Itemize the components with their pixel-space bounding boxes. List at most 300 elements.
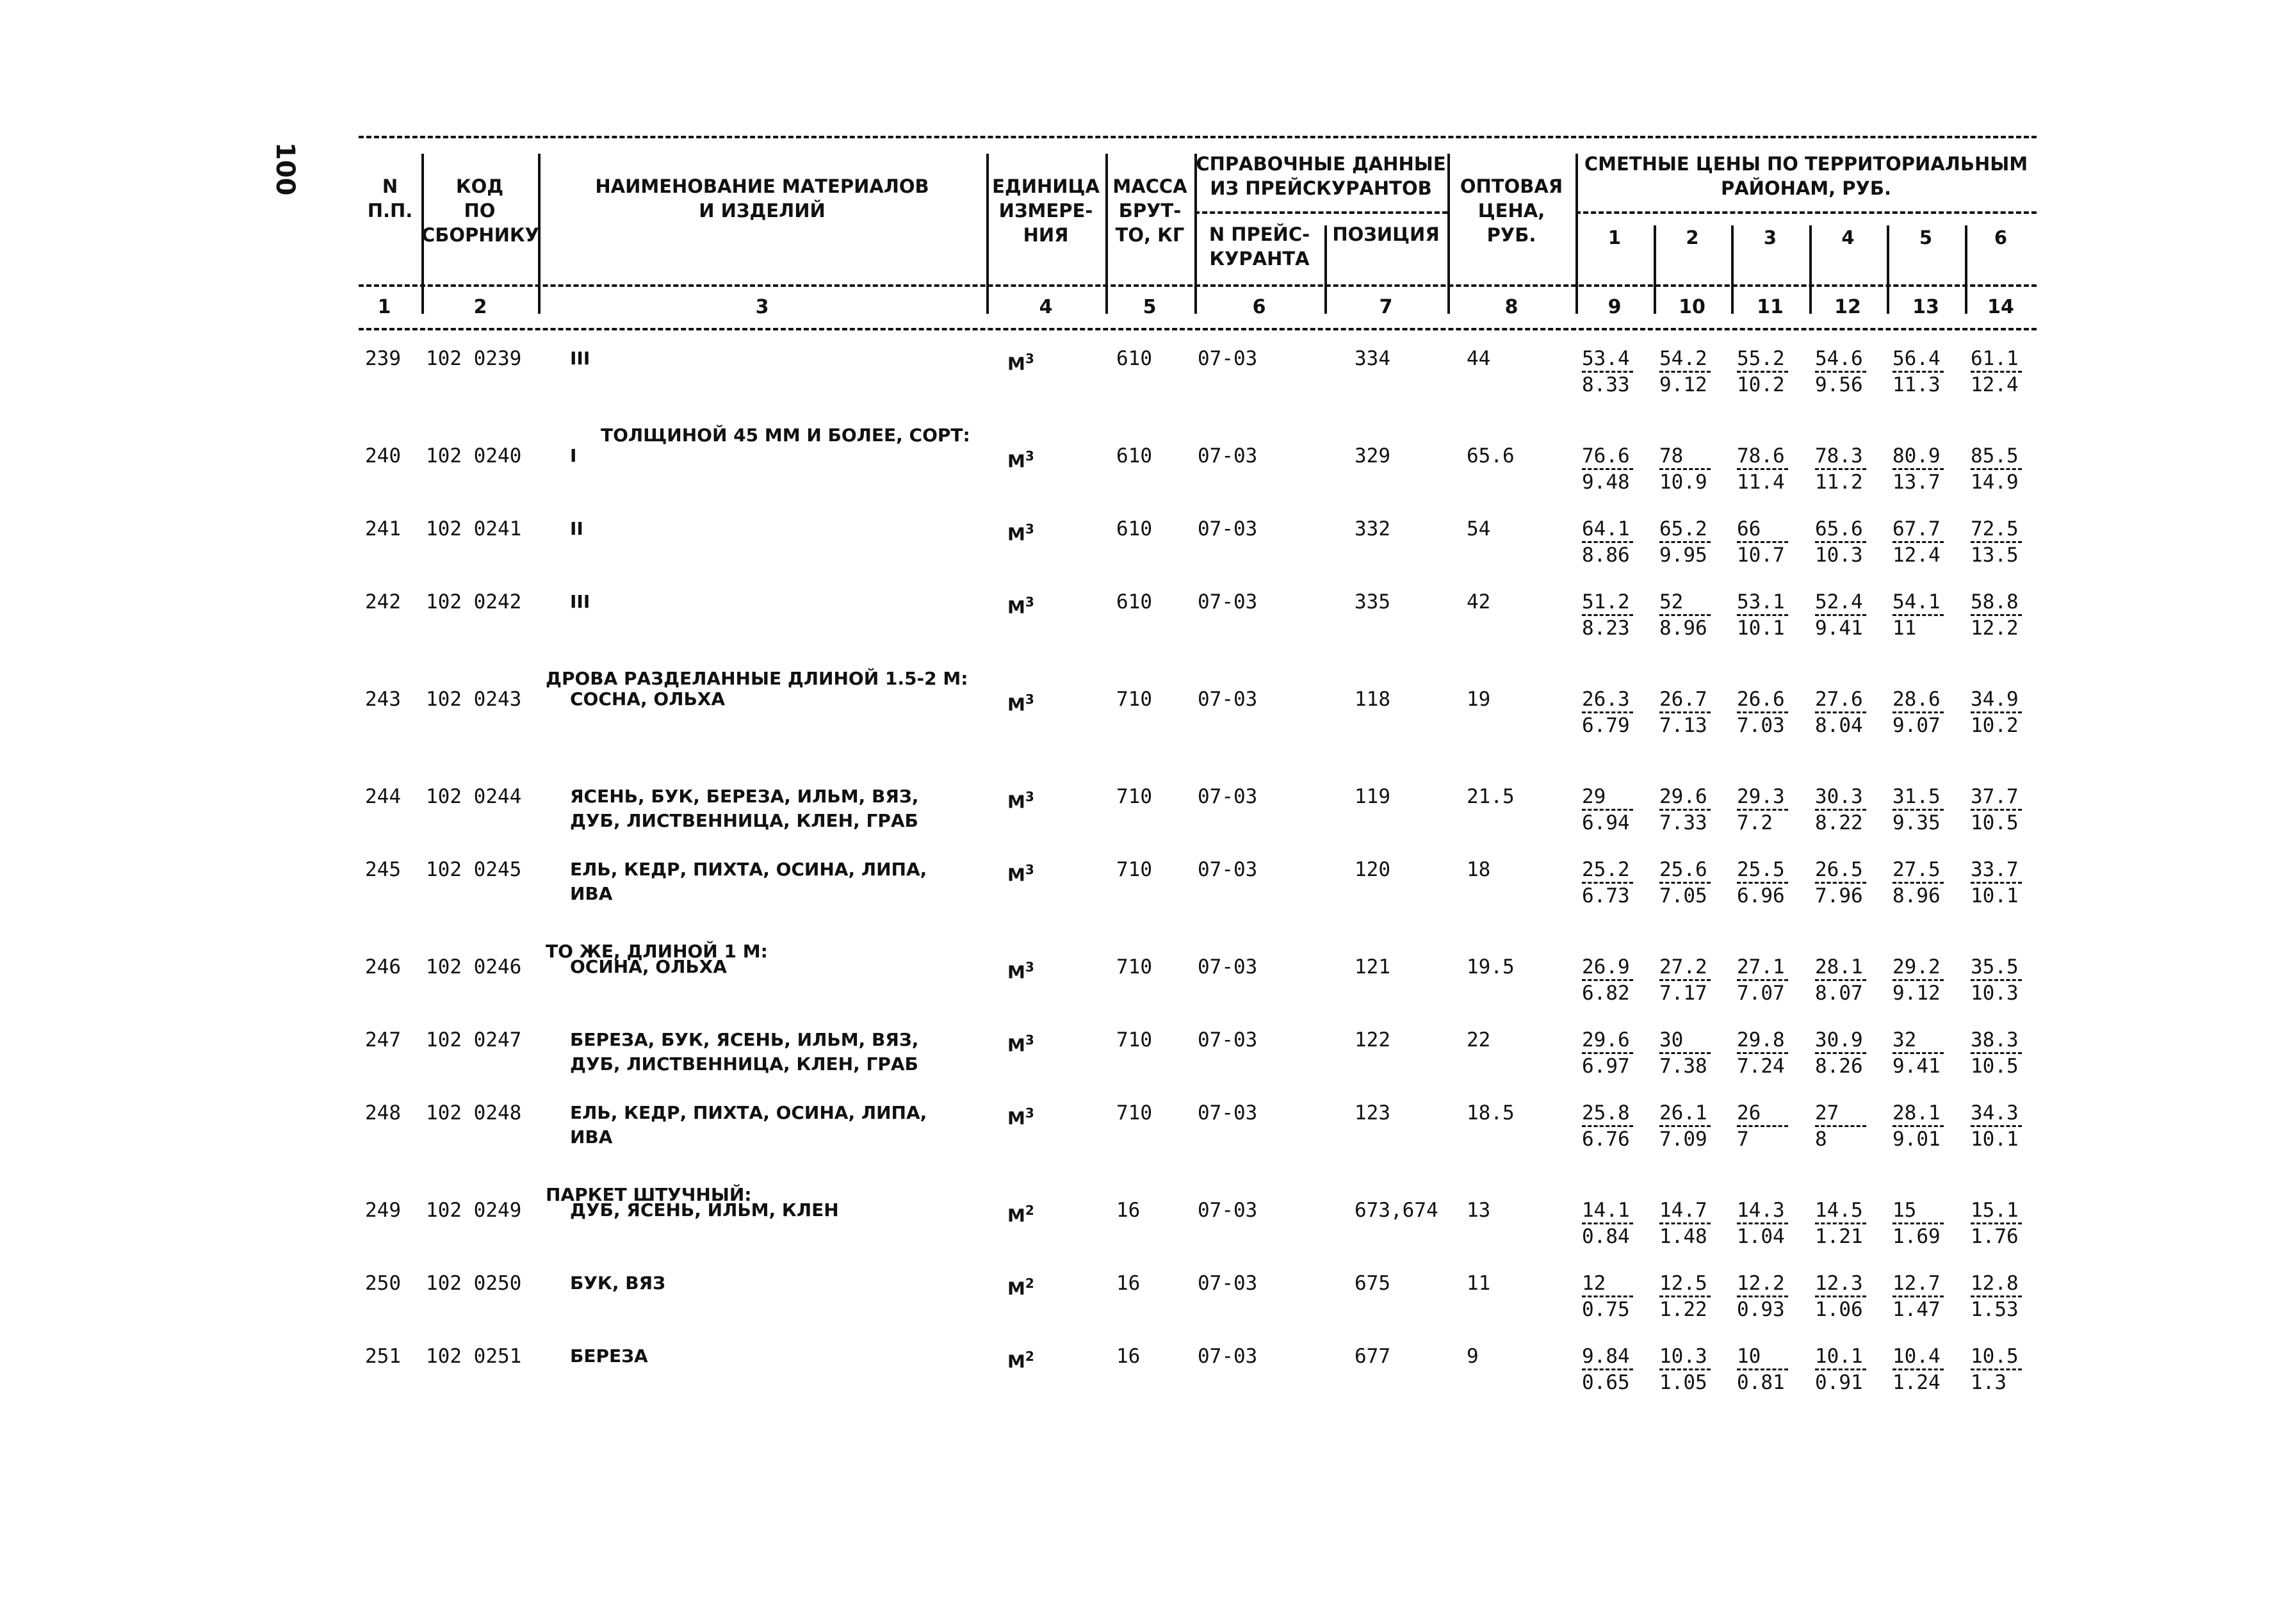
row-unit-exponent: 3 (1025, 862, 1034, 877)
estimate-price: 10 (1737, 1345, 1761, 1368)
row-mass: 610 (1116, 517, 1152, 540)
transport-cost: 7.07 (1737, 982, 1785, 1005)
col-number: 2 (473, 296, 487, 318)
col-number: 12 (1834, 296, 1861, 318)
transport-cost: 8.04 (1815, 714, 1863, 737)
transport-cost: 1.48 (1659, 1225, 1707, 1248)
fraction-bar (1971, 711, 2022, 713)
transport-cost: 7.24 (1737, 1055, 1785, 1078)
header-bottom-rule (359, 328, 2037, 330)
region-price-1 (1582, 1345, 1646, 1394)
transport-cost: 9.12 (1892, 982, 1941, 1005)
transport-cost: 7.33 (1659, 811, 1707, 834)
estimate-price: 26.7 (1659, 688, 1707, 711)
fraction-bar (1737, 614, 1788, 616)
fraction-bar (1659, 882, 1711, 884)
subheading: ТОЛЩИНОЙ 45 ММ И БОЛЕЕ, СОРТ: (601, 425, 970, 446)
region-price-4 (1815, 858, 1879, 907)
transport-cost: 1.22 (1659, 1298, 1707, 1321)
row-pricelist: 07-03 (1198, 955, 1258, 978)
transport-cost: 9.41 (1815, 617, 1863, 640)
estimate-price: 26.6 (1737, 688, 1785, 711)
row-unit-symbol: М (1007, 961, 1025, 983)
fraction-bar (1737, 1295, 1788, 1297)
transport-cost: 1.24 (1892, 1371, 1941, 1394)
transport-cost: 12.4 (1971, 373, 2019, 396)
row-wholesale-price: 9 (1467, 1345, 1479, 1368)
row-name: СОСНА, ОЛЬХА (570, 688, 726, 710)
row-mass: 710 (1116, 688, 1152, 711)
row-name-cont: ДУБ, ЛИСТВЕННИЦА, КЛЕН, ГРАБ (570, 810, 918, 831)
row-pricelist: 07-03 (1198, 1272, 1258, 1295)
estimate-price: 54.6 (1815, 347, 1863, 370)
estimate-price: 55.2 (1737, 347, 1785, 370)
transport-cost: 10.2 (1971, 714, 2019, 737)
region-price-4 (1815, 1345, 1879, 1394)
row-unit-symbol: М (1007, 1278, 1025, 1299)
row-code: 102 0249 (426, 1199, 522, 1222)
estimate-price: 58.8 (1971, 590, 2019, 613)
fraction-bar (1659, 1125, 1711, 1127)
row-mass: 710 (1116, 1101, 1152, 1125)
fraction-bar (1582, 809, 1633, 811)
row-unit (1007, 785, 1034, 813)
fraction-bar (1971, 979, 2022, 981)
row-unit (1007, 444, 1034, 473)
row-code: 102 0247 (426, 1028, 522, 1052)
fraction-bar (1892, 711, 1944, 713)
fraction-bar (1582, 468, 1633, 470)
fraction-bar (1737, 1368, 1788, 1370)
region-price-1 (1582, 590, 1646, 640)
region-price-1 (1582, 1272, 1646, 1321)
row-pricelist: 07-03 (1198, 1345, 1258, 1368)
header-ref-n: N ПРЕЙС- КУРАНТА (1209, 223, 1310, 270)
col-number: 9 (1608, 296, 1622, 318)
transport-cost: 9.12 (1659, 373, 1707, 396)
row-position: 120 (1355, 858, 1390, 881)
fraction-bar (1815, 711, 1866, 713)
region-price-1 (1582, 858, 1646, 907)
col-number: 8 (1504, 296, 1518, 318)
transport-cost: 0.91 (1815, 1371, 1863, 1394)
fraction-bar (1892, 979, 1944, 981)
fraction-bar (1971, 1295, 2022, 1297)
row-unit-exponent: 3 (1025, 521, 1034, 537)
header-mass: МАССА БРУТ- ТО, КГ (1112, 175, 1187, 246)
estimate-price: 65.6 (1815, 517, 1863, 540)
estimate-price: 78.6 (1737, 444, 1785, 467)
row-name: II (570, 518, 583, 539)
row-name: ЕЛЬ, КЕДР, ПИХТА, ОСИНА, ЛИПА, (570, 859, 927, 880)
subheading: ДРОВА РАЗДЕЛАННЫЕ ДЛИНОЙ 1.5-2 М: (546, 668, 968, 689)
row-unit-exponent: 3 (1025, 594, 1034, 610)
transport-cost: 9.48 (1582, 471, 1630, 494)
region-price-3 (1737, 590, 1801, 640)
row-number: 244 (365, 785, 401, 808)
transport-cost: 11.3 (1892, 373, 1941, 396)
region-price-5 (1892, 444, 1957, 494)
transport-cost: 10.1 (1737, 617, 1785, 640)
region-price-3 (1737, 1028, 1801, 1078)
row-unit (1007, 858, 1034, 886)
transport-cost: 8 (1815, 1128, 1827, 1151)
region-price-6 (1971, 1199, 2035, 1248)
row-unit-symbol: М (1007, 596, 1025, 618)
estimate-price: 27.5 (1892, 858, 1941, 881)
col-number: 6 (1252, 296, 1266, 318)
row-mass: 710 (1116, 785, 1152, 808)
row-unit-exponent: 3 (1025, 448, 1034, 464)
row-wholesale-price: 65.6 (1467, 444, 1515, 467)
transport-cost: 10.1 (1971, 1128, 2019, 1151)
region-price-1 (1582, 1101, 1646, 1151)
region-price-4 (1815, 1199, 1879, 1248)
row-position: 332 (1355, 517, 1390, 540)
estimate-price: 80.9 (1892, 444, 1941, 467)
fraction-bar (1737, 371, 1788, 373)
estimate-price: 78 (1659, 444, 1684, 467)
estimate-price: 25.5 (1737, 858, 1785, 881)
row-number: 243 (365, 688, 401, 711)
region-price-2 (1659, 444, 1723, 494)
col-number: 4 (1039, 296, 1053, 318)
region-price-2 (1659, 1199, 1723, 1248)
fraction-bar (1892, 1368, 1944, 1370)
fraction-bar (1582, 1125, 1633, 1127)
row-position: 675 (1355, 1272, 1390, 1295)
row-pricelist: 07-03 (1198, 1101, 1258, 1125)
fraction-bar (1582, 541, 1633, 543)
estimate-price: 30 (1659, 1028, 1684, 1052)
transport-cost: 1.69 (1892, 1225, 1941, 1248)
row-name: ЕЛЬ, КЕДР, ПИХТА, ОСИНА, ЛИПА, (570, 1102, 927, 1123)
region-price-6 (1971, 517, 2035, 567)
transport-cost: 10.2 (1737, 373, 1785, 396)
region-price-3 (1737, 1101, 1801, 1151)
region-price-1 (1582, 688, 1646, 737)
estimate-price: 30.9 (1815, 1028, 1863, 1052)
region-price-1 (1582, 347, 1646, 396)
row-number: 249 (365, 1199, 401, 1222)
row-wholesale-price: 18 (1467, 858, 1491, 881)
fraction-bar (1582, 1222, 1633, 1224)
transport-cost: 13.5 (1971, 544, 2019, 567)
transport-cost: 7.13 (1659, 714, 1707, 737)
region-price-3 (1737, 347, 1801, 396)
row-number: 248 (365, 1101, 401, 1125)
region-price-5 (1892, 955, 1957, 1005)
estimate-price: 26.1 (1659, 1101, 1707, 1125)
transport-cost: 0.75 (1582, 1298, 1630, 1321)
transport-cost: 1.47 (1892, 1298, 1941, 1321)
row-unit-symbol: М (1007, 791, 1025, 813)
transport-cost: 7.17 (1659, 982, 1707, 1005)
row-mass: 16 (1116, 1272, 1141, 1295)
estimate-price: 28.1 (1815, 955, 1863, 978)
col-number: 7 (1379, 296, 1393, 318)
estimate-price: 25.2 (1582, 858, 1630, 881)
row-unit-exponent: 3 (1025, 692, 1034, 707)
estimate-price: 27 (1815, 1101, 1839, 1125)
row-wholesale-price: 13 (1467, 1199, 1491, 1222)
transport-cost: 10.3 (1971, 982, 2019, 1005)
estimate-price: 64.1 (1582, 517, 1630, 540)
estimate-price: 67.7 (1892, 517, 1941, 540)
estimate-price: 14.5 (1815, 1199, 1863, 1222)
estimate-price: 10.4 (1892, 1345, 1941, 1368)
row-unit-exponent: 2 (1025, 1276, 1034, 1291)
fraction-bar (1815, 468, 1866, 470)
estimate-price: 27.6 (1815, 688, 1863, 711)
region-price-2 (1659, 517, 1723, 567)
transport-cost: 7.03 (1737, 714, 1785, 737)
row-name: III (570, 591, 590, 612)
transport-cost: 7.2 (1737, 811, 1773, 834)
row-unit (1007, 590, 1034, 619)
estimate-price: 32 (1892, 1028, 1917, 1052)
row-name: III (570, 348, 590, 369)
row-mass: 710 (1116, 1028, 1152, 1052)
row-number: 246 (365, 955, 401, 978)
row-wholesale-price: 18.5 (1467, 1101, 1515, 1125)
region-price-6 (1971, 1101, 2035, 1151)
row-unit-exponent: 3 (1025, 789, 1034, 804)
fraction-bar (1815, 1125, 1866, 1127)
fraction-bar (1815, 371, 1866, 373)
row-wholesale-price: 54 (1467, 517, 1491, 540)
row-wholesale-price: 19 (1467, 688, 1491, 711)
transport-cost: 6.96 (1737, 884, 1785, 907)
row-pricelist: 07-03 (1198, 1028, 1258, 1052)
fraction-bar (1971, 1222, 2022, 1224)
row-unit-exponent: 3 (1025, 1105, 1034, 1121)
fraction-bar (1659, 1222, 1711, 1224)
fraction-bar (1971, 468, 2022, 470)
estimate-price: 26.9 (1582, 955, 1630, 978)
fraction-bar (1971, 541, 2022, 543)
row-name-cont: ИВА (570, 883, 613, 904)
row-code: 102 0244 (426, 785, 522, 808)
fraction-bar (1971, 1368, 2022, 1370)
estimate-price: 61.1 (1971, 347, 2019, 370)
row-wholesale-price: 19.5 (1467, 955, 1515, 978)
row-number: 240 (365, 444, 401, 467)
row-name: ОСИНА, ОЛЬХА (570, 956, 727, 977)
estimate-price: 12.2 (1737, 1272, 1785, 1295)
fraction-bar (1892, 614, 1944, 616)
row-code: 102 0246 (426, 955, 522, 978)
estimate-price: 52.4 (1815, 590, 1863, 613)
region-price-3 (1737, 688, 1801, 737)
transport-cost: 1.53 (1971, 1298, 2019, 1321)
region-price-6 (1971, 444, 2035, 494)
region-price-3 (1737, 1272, 1801, 1321)
estimate-price: 12.7 (1892, 1272, 1941, 1295)
header-regions: СМЕТНЫЕ ЦЕНЫ ПО ТЕРРИТОРИАЛЬНЫМ РАЙОНАМ, РУБ. (1584, 153, 2028, 199)
row-number: 250 (365, 1272, 401, 1295)
fraction-bar (1659, 1295, 1711, 1297)
row-position: 334 (1355, 347, 1390, 370)
estimate-price: 72.5 (1971, 517, 2019, 540)
fraction-bar (1815, 541, 1866, 543)
region-price-4 (1815, 1272, 1879, 1321)
estimate-price: 78.3 (1815, 444, 1863, 467)
col-number: 3 (755, 296, 769, 318)
region-price-5 (1892, 347, 1957, 396)
estimate-price: 51.2 (1582, 590, 1630, 613)
estimate-price: 25.8 (1582, 1101, 1630, 1125)
fraction-bar (1582, 979, 1633, 981)
estimate-price: 29.3 (1737, 785, 1785, 808)
row-pricelist: 07-03 (1198, 347, 1258, 370)
col-number: 14 (1987, 296, 2014, 318)
row-pricelist: 07-03 (1198, 858, 1258, 881)
row-unit (1007, 347, 1034, 375)
row-position: 122 (1355, 1028, 1390, 1052)
fraction-bar (1971, 371, 2022, 373)
row-unit (1007, 688, 1034, 716)
fraction-bar (1892, 1052, 1944, 1054)
row-number: 242 (365, 590, 401, 613)
row-wholesale-price: 11 (1467, 1272, 1491, 1295)
region-price-2 (1659, 590, 1723, 640)
row-mass: 710 (1116, 955, 1152, 978)
region-price-5 (1892, 1101, 1957, 1151)
header-n: N П.П. (367, 175, 413, 222)
region-price-3 (1737, 858, 1801, 907)
row-unit-symbol: М (1007, 353, 1025, 375)
subheading: ПАРКЕТ ШТУЧНЫЙ: (546, 1184, 752, 1205)
fraction-bar (1659, 468, 1711, 470)
row-unit (1007, 1101, 1034, 1130)
region-price-1 (1582, 444, 1646, 494)
region-price-2 (1659, 1272, 1723, 1321)
row-pricelist: 07-03 (1198, 1199, 1258, 1222)
fraction-bar (1737, 1125, 1788, 1127)
transport-cost: 7.05 (1659, 884, 1707, 907)
row-wholesale-price: 22 (1467, 1028, 1491, 1052)
col-number: 10 (1679, 296, 1705, 318)
estimate-price: 15.1 (1971, 1199, 2019, 1222)
estimate-price: 10.5 (1971, 1345, 2019, 1368)
row-code: 102 0242 (426, 590, 522, 613)
estimate-price: 29.6 (1659, 785, 1707, 808)
col-number: 5 (1143, 296, 1157, 318)
region-price-1 (1582, 785, 1646, 834)
transport-cost: 6.82 (1582, 982, 1630, 1005)
row-mass: 610 (1116, 444, 1152, 467)
row-unit (1007, 1345, 1034, 1373)
estimate-price: 26 (1737, 1101, 1761, 1125)
transport-cost: 8.23 (1582, 617, 1630, 640)
region-price-2 (1659, 785, 1723, 834)
transport-cost: 0.84 (1582, 1225, 1630, 1248)
fraction-bar (1582, 614, 1633, 616)
transport-cost: 8.33 (1582, 373, 1630, 396)
subheading: ТО ЖЕ, ДЛИНОЙ 1 М: (546, 941, 768, 962)
row-number: 245 (365, 858, 401, 881)
row-unit-exponent: 3 (1025, 1032, 1034, 1048)
estimate-price: 10.3 (1659, 1345, 1707, 1368)
transport-cost: 6.79 (1582, 714, 1630, 737)
row-name: ДУБ, ЯСЕНЬ, ИЛЬМ, КЛЕН (570, 1199, 839, 1221)
region-price-4 (1815, 688, 1879, 737)
row-code: 102 0240 (426, 444, 522, 467)
transport-cost: 10.9 (1659, 471, 1707, 494)
estimate-price: 37.7 (1971, 785, 2019, 808)
transport-cost: 8.96 (1659, 617, 1707, 640)
fraction-bar (1659, 711, 1711, 713)
region-price-2 (1659, 1101, 1723, 1151)
region-price-4 (1815, 590, 1879, 640)
estimate-price: 27.2 (1659, 955, 1707, 978)
transport-cost: 1.04 (1737, 1225, 1785, 1248)
header-name: НАИМЕНОВАНИЕ МАТЕРИАЛОВ И ИЗДЕЛИЙ (595, 175, 929, 222)
transport-cost: 9.35 (1892, 811, 1941, 834)
row-number: 251 (365, 1345, 401, 1368)
fraction-bar (1892, 468, 1944, 470)
row-position: 123 (1355, 1101, 1390, 1125)
estimate-price: 66 (1737, 517, 1761, 540)
transport-cost: 10.3 (1815, 544, 1863, 567)
fraction-bar (1815, 1295, 1866, 1297)
region-price-3 (1737, 955, 1801, 1005)
row-position: 329 (1355, 444, 1390, 467)
transport-cost: 8.22 (1815, 811, 1863, 834)
row-unit (1007, 1272, 1034, 1300)
fraction-bar (1659, 979, 1711, 981)
row-code: 102 0241 (426, 517, 522, 540)
estimate-price: 29.2 (1892, 955, 1941, 978)
region-price-5 (1892, 517, 1957, 567)
row-mass: 16 (1116, 1199, 1141, 1222)
row-number: 241 (365, 517, 401, 540)
transport-cost: 9.56 (1815, 373, 1863, 396)
transport-cost: 8.07 (1815, 982, 1863, 1005)
region-price-6 (1971, 590, 2035, 640)
region-price-2 (1659, 688, 1723, 737)
region-price-4 (1815, 517, 1879, 567)
fraction-bar (1892, 809, 1944, 811)
transport-cost: 10.7 (1737, 544, 1785, 567)
region-price-2 (1659, 1345, 1723, 1394)
estimate-price: 29.8 (1737, 1028, 1785, 1052)
fraction-bar (1737, 979, 1788, 981)
regions-subrule (1575, 211, 2037, 214)
row-pricelist: 07-03 (1198, 688, 1258, 711)
estimate-price: 85.5 (1971, 444, 2019, 467)
row-unit-symbol: М (1007, 1205, 1025, 1226)
row-unit (1007, 517, 1034, 546)
row-unit (1007, 1199, 1034, 1227)
row-position: 673,674 (1355, 1199, 1438, 1222)
fraction-bar (1737, 711, 1788, 713)
estimate-price: 31.5 (1892, 785, 1941, 808)
transport-cost: 8.26 (1815, 1055, 1863, 1078)
fraction-bar (1582, 882, 1633, 884)
transport-cost: 14.9 (1971, 471, 2019, 494)
region-price-4 (1815, 347, 1879, 396)
region-price-5 (1892, 1345, 1957, 1394)
row-unit (1007, 955, 1034, 984)
row-mass: 16 (1116, 1345, 1141, 1368)
transport-cost: 7.38 (1659, 1055, 1707, 1078)
fraction-bar (1971, 614, 2022, 616)
header-mid-rule (359, 284, 2037, 287)
row-name: БЕРЕЗА (570, 1345, 648, 1367)
row-name: БЕРЕЗА, БУК, ЯСЕНЬ, ИЛЬМ, ВЯЗ, (570, 1029, 919, 1050)
